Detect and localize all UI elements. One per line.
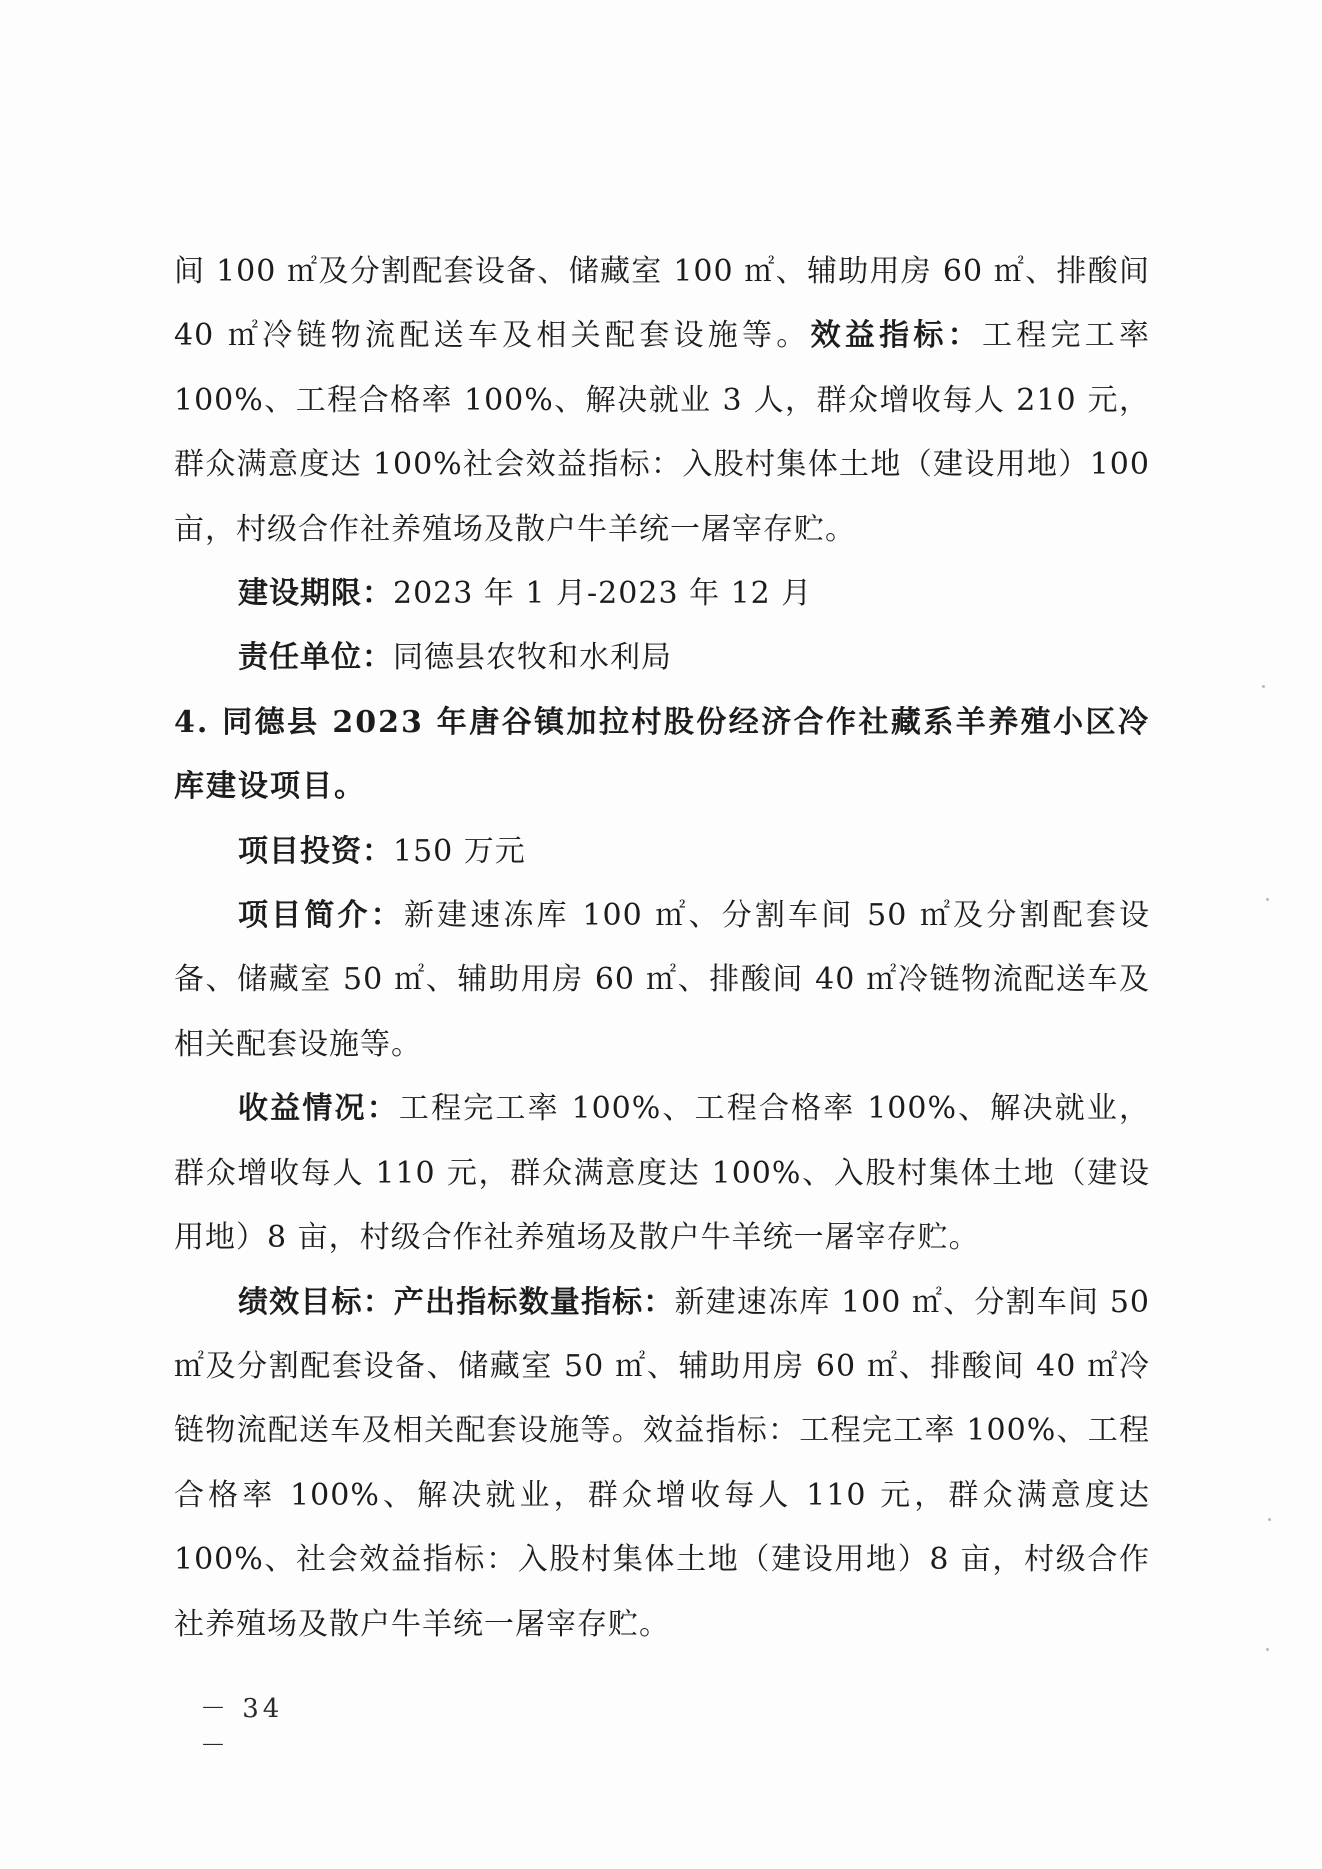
page-number: － 34 － xyxy=(200,1694,284,1761)
construction-period-label: 建设期限： xyxy=(238,576,393,612)
income-value: 工程完工率 100%、工程合格率 100%、解决就业，群众增收每人 110 元，群众满意度达 100%、入股村集体土地（建设用地）8 亩，村级合作社养殖场及散户牛羊统一屠宰存贮。 xyxy=(174,1091,1151,1256)
paragraph-project-3-continuation xyxy=(174,240,1150,562)
project-summary-value: 新建速冻库 100 ㎡、分割车间 50 ㎡及分割配套设备、储藏室 50 ㎡、辅助用房 60 ㎡、排酸间 40 ㎡冷链物流配送车及相关配套设施等。 xyxy=(174,898,1150,1062)
performance-targets-value: 新建速冻库 100 ㎡、分割车间 50 ㎡及分割配套设备、储藏室 50 ㎡、辅助用房 60 ㎡、排酸间 40 ㎡冷链物流配送车及相关配套设施等。效益指标：工程完工率 100%、工程合格率 100%、解决就业，群众增收每人 110 元，群众满意度达 100%、社会效益指标：入股村集体土地（建设用地）8 亩，村级合作社养殖场及散户牛羊统一屠宰存贮。 xyxy=(174,1284,1151,1642)
project-investment-label: 项目投资： xyxy=(238,833,393,869)
paragraph-construction-period xyxy=(174,562,1150,626)
scan-speck xyxy=(1266,898,1269,901)
paragraph-responsible-unit xyxy=(174,626,1150,690)
scan-speck xyxy=(1268,1518,1271,1521)
scan-speck xyxy=(1262,685,1265,688)
document-body xyxy=(174,240,1150,1657)
paragraph-performance-targets xyxy=(174,1271,1150,1657)
responsible-unit-value: 同德县农牧和水利局 xyxy=(393,640,672,676)
income-label: 收益情况： xyxy=(238,1091,399,1127)
paragraph-project-investment xyxy=(174,820,1150,884)
project-3-output-text: 间 100 ㎡及分割配套设备、储藏室 100 ㎡、辅助用房 60 ㎡、排酸间 40 ㎡冷链物流配送车及相关配套设施等。 xyxy=(174,254,1150,354)
project-summary-label: 项目简介： xyxy=(238,898,404,934)
project-3-benefit-label: 效益指标： xyxy=(810,318,982,354)
construction-period-value: 2023 年 1 月-2023 年 12 月 xyxy=(393,576,813,612)
paragraph-income xyxy=(174,1077,1150,1270)
scan-speck xyxy=(1266,1648,1269,1651)
project-3-benefit-text: 工程完工率 100%、工程合格率 100%、解决就业 3 人，群众增收每人 210 元，群众满意度达 100%社会效益指标：入股村集体土地（建设用地）100 亩，村级合作社养殖场及散户牛羊统一屠宰存贮。 xyxy=(174,318,1151,547)
responsible-unit-label: 责任单位： xyxy=(238,640,393,676)
output-quantity-label: 产出指标数量指标： xyxy=(393,1284,675,1320)
project-investment-value: 150 万元 xyxy=(393,833,526,869)
performance-targets-label: 绩效目标： xyxy=(238,1284,394,1320)
paragraph-project-summary xyxy=(174,884,1150,1077)
project-4-heading: 4. 同德县 2023 年唐谷镇加拉村股份经济合作社藏系羊养殖小区冷库建设项目。 xyxy=(174,704,1150,805)
